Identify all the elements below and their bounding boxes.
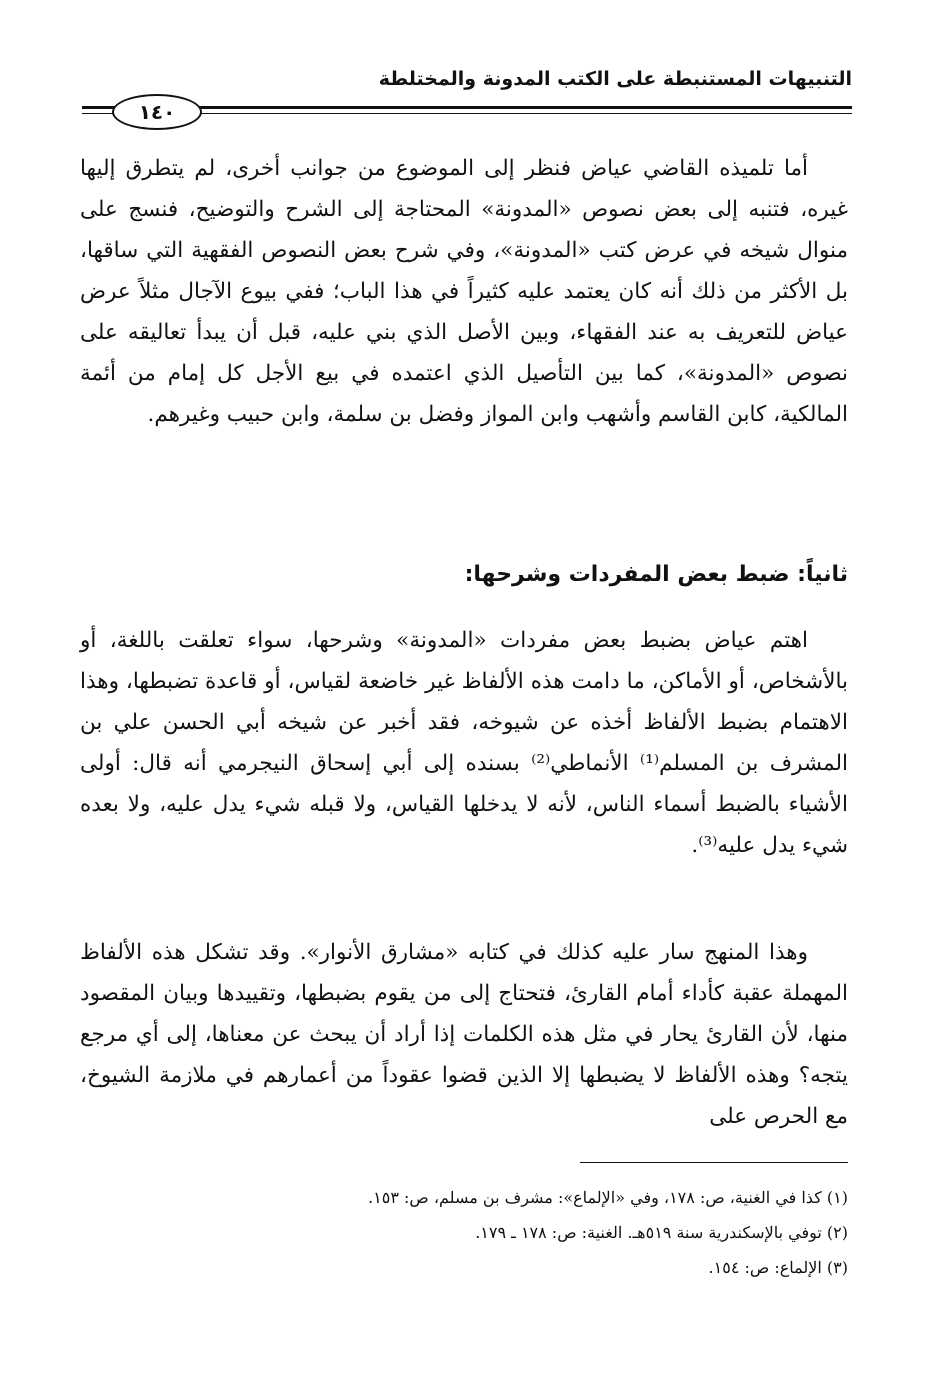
footnotes	[88, 1180, 848, 1285]
paragraph-3: وهذا المنهج سار عليه كذلك في كتابه «مشارق الأنوار». وقد تشكل هذه الألفاظ المهملة عقبة كأداء أمام القارئ، فتحتاج إلى من يقوم بضبطها، وتقييدها وبيان المقصود منها، لأن القارئ يحار في مثل هذه الكلمات إذا أراد أن يبحث عن معناها، إلى أي مرجع يتجه؟ وهذه الألفاظ لا يضبطها إلا الذين قضوا عقوداً من أعمارهم في ملازمة الشيوخ، مع الحرص على	[80, 940, 848, 1129]
paragraph-1-block	[80, 148, 848, 435]
running-title: التنبيهات المستنبطة على الكتب المدونة والمختلطة	[378, 68, 852, 90]
paragraph-1: أما تلميذه القاضي عياض فنظر إلى الموضوع من جوانب أخرى، لم يتطرق إليها غيره، فتنبه إلى بعض نصوص «المدونة» المحتاجة إلى الشرح والتوضيح، فنسج على منوال شيخه في عرض كتب «المدونة»، وفي شرح بعض النصوص الفقهية التي ساقها، بل الأكثر من ذلك أنه كان يعتمد عليه كثيراً في هذا الباب؛ ففي بيوع الآجال مثلاً عرض عياض للتعريف به عند الفقهاء، وبين الأصل الذي بني عليه، قبل أن يبدأ تعاليقه على نصوص «المدونة»، كما بين التأصيل الذي اعتمده في بيع الأجل كل إمام من أئمة المالكية، كابن القاسم وأشهب وابن المواز وفضل بن سلمة، وابن حبيب وغيرهم.	[80, 156, 848, 427]
paragraph-2: اهتم عياض بضبط بعض مفردات «المدونة» وشرحها، سواء تعلقت باللغة، أو بالأشخاص، أو الأماكن، ما دامت هذه الألفاظ غير خاضعة لقياس، أو قاعدة تضبطها، وهذا الاهتمام بضبط الألفاظ أخذه عن شيوخه، فقد أخبر عن شيخه أبي الحسن علي بن المشرف بن المسلم⁽¹⁾ الأنماطي⁽²⁾ بسنده إلى أبي إسحاق النيجرمي أنه قال: أولى الأشياء بالضبط أسماء الناس، لأنه لا يدخلها القياس، ولا قبله شيء يدل عليه، ولا بعده شيء يدل عليه⁽³⁾.	[80, 628, 848, 858]
footnote-3: (٣) الإلماع: ص: ١٥٤.	[708, 1258, 848, 1277]
paragraph-2-block	[80, 620, 848, 866]
page-number: ١٤٠	[112, 94, 202, 130]
section-heading: ثانياً: ضبط بعض المفردات وشرحها:	[464, 562, 848, 587]
footnote-separator	[580, 1162, 848, 1163]
running-header	[82, 66, 852, 124]
paragraph-3-block	[80, 932, 848, 1137]
footnote-2: (٢) توفي بالإسكندرية سنة ٥١٩هـ. الغنية: ص: ١٧٨ ـ ١٧٩.	[475, 1223, 848, 1242]
footnote-1: (١) كذا في الغنية، ص: ١٧٨، وفي «الإلماع»: مشرف بن مسلم، ص: ١٥٣.	[368, 1188, 848, 1207]
